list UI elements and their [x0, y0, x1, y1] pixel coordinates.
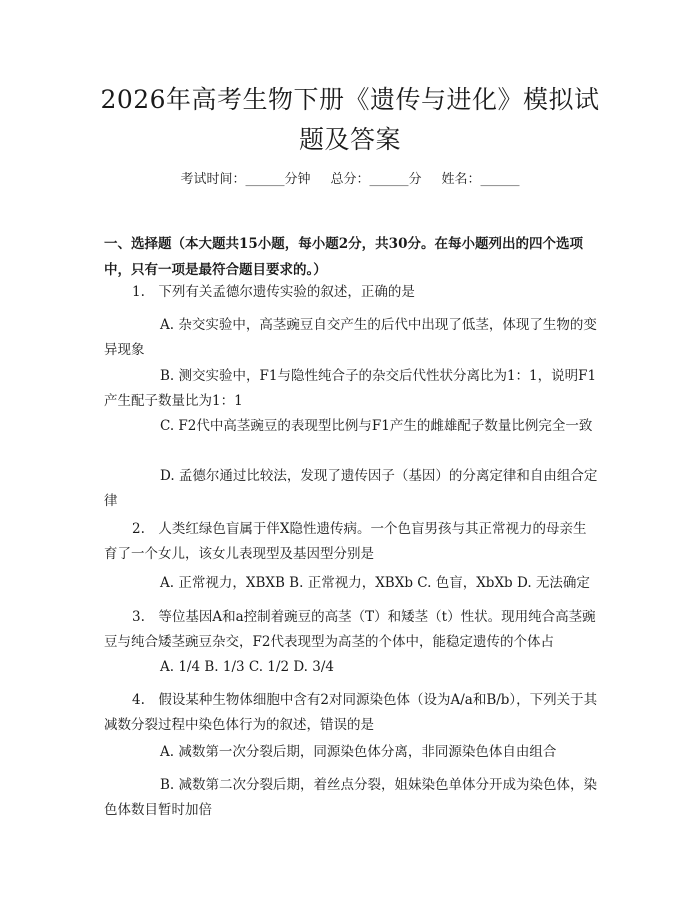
question-1-option-b: B. 测交实验中，F1与隐性纯合子的杂交后代性状分离比为1：1，说明F1产生配子数量比为1：1: [104, 368, 597, 409]
question-4-stem: 4. 假设某种生物体细胞中含有2对同源染色体（设为A/a和B/b），下列关于其减数分裂过程中染色体行为的叙述，错误的是: [104, 692, 598, 733]
question-1-option-a: A. 杂交实验中，高茎豌豆自交产生的后代中出现了低茎，体现了生物的变异现象: [104, 317, 597, 358]
question-1-option-d: D. 孟德尔通过比较法，发现了遗传因子（基因）的分离定律和自由组合定律: [104, 468, 598, 509]
question-3-options: A. 1/4 B. 1/3 C. 1/2 D. 3/4: [160, 659, 334, 675]
total-score-field: 总分：______分: [330, 172, 422, 187]
question-2-options: A. 正常视力，XBXB B. 正常视力，XBXb C. 色盲，XbXb D. 无法确定: [160, 575, 590, 591]
question-1-option-c: C. F2代中高茎豌豆的表现型比例与F1产生的雌雄配子数量比例完全一致: [160, 418, 593, 434]
name-field: 姓名：______: [441, 172, 520, 187]
question-4-option-b: B. 减数第二次分裂后期，着丝点分裂，姐妹染色单体分开成为染色体，染色体数目暂时加倍: [104, 777, 598, 818]
question-2-stem: 2. 人类红绿色盲属于伴X隐性遗传病。一个色盲男孩与其正常视力的母亲生育了一个女儿，该女儿表现型及基因型分别是: [104, 521, 587, 562]
document-title: 2026年高考生物下册《遗传与进化》模拟试题及答案: [100, 85, 600, 154]
question-3-stem: 3. 等位基因A和a控制着豌豆的高茎（T）和矮茎（t）性状。现用纯合高茎豌豆与纯合矮茎豌豆杂交，F2代表现型为高茎的个体中，能稳定遗传的个体占: [104, 609, 596, 650]
exam-time-field: 考试时间：______分钟: [180, 172, 311, 187]
section-heading: 一、选择题（本大题共15小题，每小题2分，共30分。在每小题列出的四个选项中，只有一项是最符合题目要求的。）: [104, 236, 583, 278]
question-1-stem: 1. 下列有关孟德尔遗传实验的叙述，正确的是: [132, 284, 415, 300]
question-4-option-a: A. 减数第一次分裂后期，同源染色体分离，非同源染色体自由组合: [160, 744, 557, 760]
exam-meta: [0, 168, 700, 187]
